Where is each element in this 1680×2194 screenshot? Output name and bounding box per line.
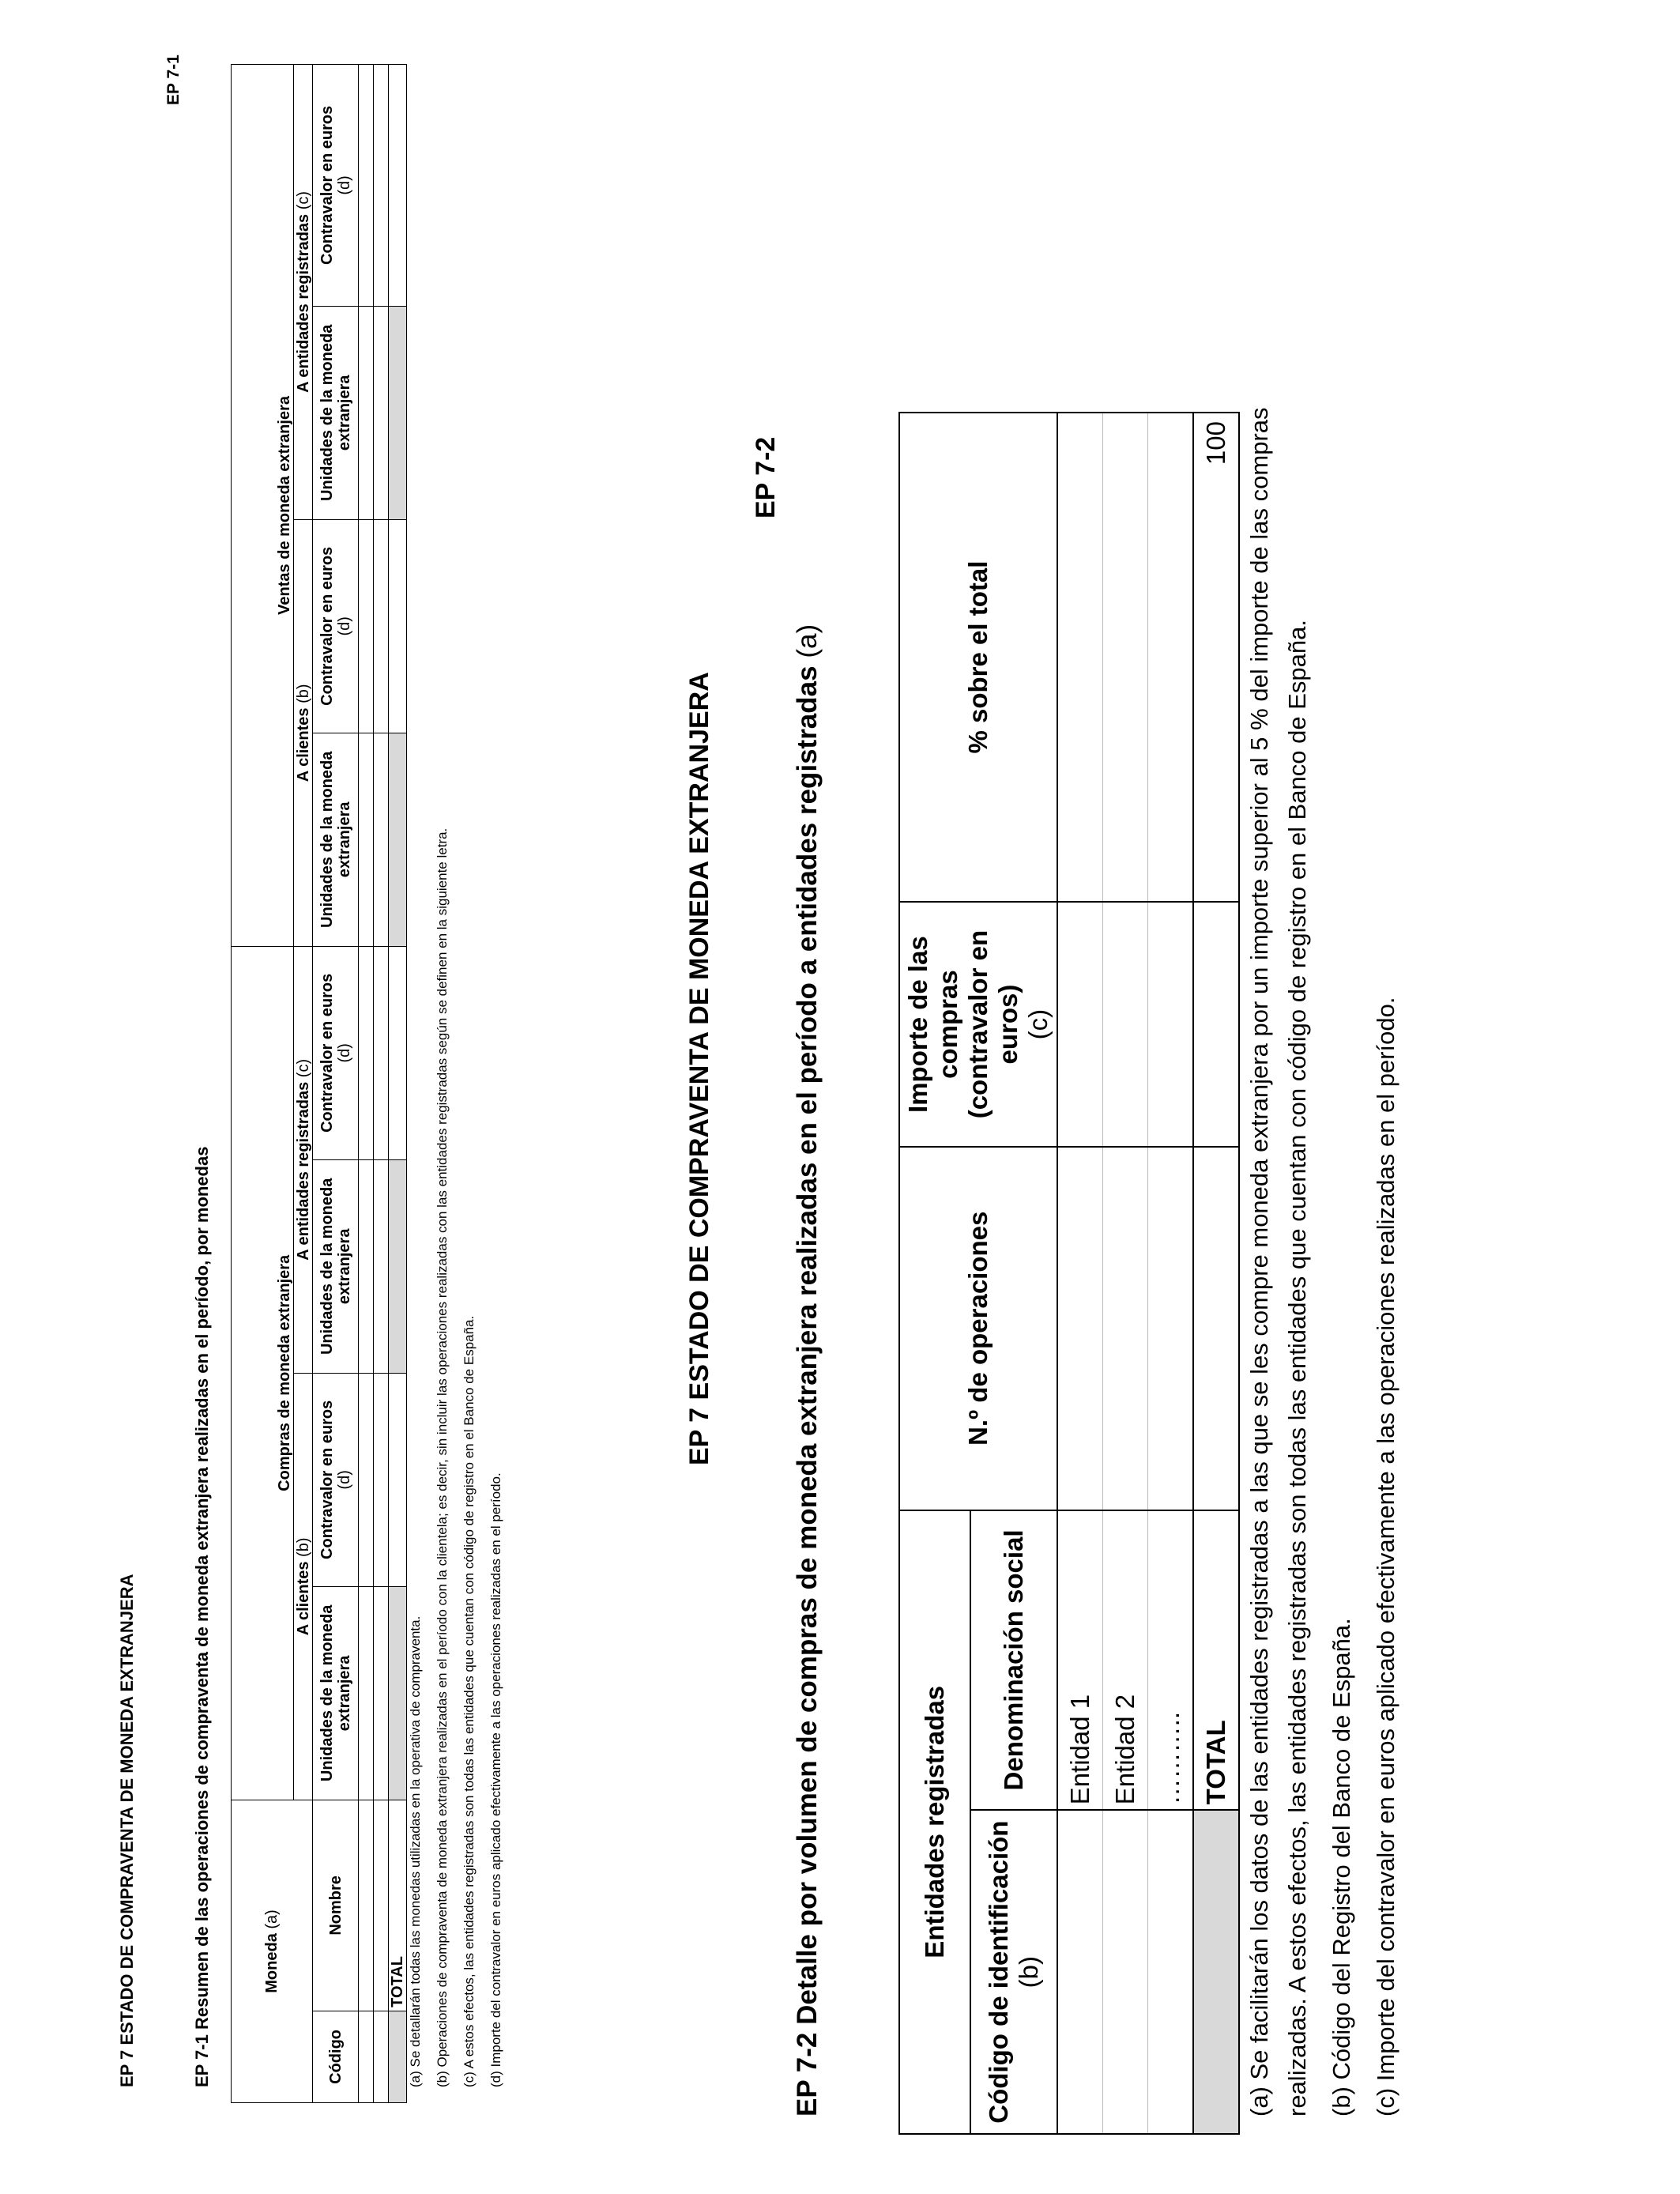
title-text: EP 7-2 Detalle por volumen de compras de moneda extranjera realizadas en el período a entidades registradas	[792, 665, 823, 2117]
table-row	[1057, 413, 1103, 2134]
unidades-header: Unidades de la moneda extranjera	[313, 306, 359, 519]
row-label: ………..	[1148, 1510, 1194, 1811]
n-operaciones-header: N.º de operaciones	[899, 1147, 1057, 1510]
label: Contravalor en euros	[318, 973, 336, 1133]
unidades-header: Unidades de la moneda extranjera	[313, 733, 359, 946]
nombre-header: Nombre	[313, 1800, 359, 2011]
detail-table	[898, 412, 1240, 2135]
cell[interactable]	[374, 1373, 389, 1586]
cell[interactable]	[374, 946, 389, 1159]
ref: (d)	[335, 175, 353, 195]
cell[interactable]	[374, 1586, 389, 1800]
cell[interactable]	[359, 65, 374, 307]
entidades-header: Entidades registradas	[899, 1510, 970, 2134]
cell[interactable]	[359, 1159, 374, 1373]
contravalor-header	[313, 946, 359, 1159]
moneda-header	[232, 1800, 313, 2102]
title-ref: (a)	[792, 624, 823, 658]
cell[interactable]	[1103, 413, 1148, 902]
cell[interactable]	[1057, 1810, 1103, 2134]
ref: (c)	[1023, 1008, 1053, 1040]
ep71-code: EP 7-1	[164, 55, 183, 105]
total-pct: 100	[1193, 413, 1239, 902]
label: A entidades registradas	[294, 1081, 312, 1261]
table-row	[374, 65, 389, 2103]
unidades-header: Unidades de la moneda extranjera	[313, 1159, 359, 1373]
compras-clientes-header	[294, 1373, 313, 1800]
label: A clientes	[294, 707, 312, 782]
cell[interactable]	[374, 2011, 389, 2102]
cell[interactable]	[1103, 902, 1148, 1147]
main-title-small: EP 7 ESTADO DE COMPRAVENTA DE MONEDA EXTRANJERA	[117, 1574, 137, 2087]
ref: (b)	[294, 1537, 312, 1557]
ep72-code: EP 7-2	[751, 436, 781, 518]
cell[interactable]	[374, 65, 389, 307]
total-label: TOTAL	[389, 1800, 407, 2011]
importe-header	[899, 902, 1057, 1147]
moneda-ref: (a)	[263, 1909, 281, 1929]
cell[interactable]	[359, 2011, 374, 2102]
codigo-header: Código	[313, 2011, 359, 2102]
ventas-clientes-header	[294, 519, 313, 946]
ref: (d)	[335, 1043, 353, 1063]
cell[interactable]	[374, 519, 389, 733]
contravalor-header	[313, 519, 359, 733]
moneda-label: Moneda	[263, 1933, 281, 1993]
cell[interactable]	[1193, 902, 1239, 1147]
ref: (d)	[335, 1470, 353, 1490]
cell[interactable]	[359, 1800, 374, 2011]
cell[interactable]	[1057, 413, 1103, 902]
cell[interactable]	[374, 1159, 389, 1373]
cell[interactable]	[359, 946, 374, 1159]
cell[interactable]	[1193, 1147, 1239, 1510]
section2-main-title: EP 7 ESTADO DE COMPRAVENTA DE MONEDA EXTRANJERA	[684, 672, 714, 1465]
cell[interactable]	[1103, 1147, 1148, 1510]
cell[interactable]	[359, 1586, 374, 1800]
summary-table	[231, 64, 407, 2103]
label: Contravalor en euros	[318, 1400, 336, 1559]
contravalor-header	[313, 1373, 359, 1586]
footnote: (c) A estos efectos, las entidades registradas son todas las entidades que cuentan con código de registro en el Banco de España.	[461, 1315, 477, 2087]
label: A clientes	[294, 1561, 312, 1636]
row-label: Entidad 1	[1057, 1510, 1103, 1811]
unidades-header: Unidades de la moneda extranjera	[313, 1586, 359, 1800]
ref: (b)	[294, 684, 312, 703]
cell[interactable]	[359, 733, 374, 946]
footnote: (b) Código del Registro del Banco de España.	[1328, 1618, 1355, 2117]
footnote: (b) Operaciones de compraventa de moneda extranjera realizadas en el período con la clientela; es decir, sin incluir las operaciones realizadas con las entidades registradas según se definen en la siguiente letra.	[435, 827, 450, 2087]
porcentaje-header: % sobre el total	[899, 413, 1057, 902]
table-row	[359, 65, 374, 2103]
footnote: (d) Importe del contravalor en euros aplicado efectivamente a las operaciones realizadas en el período.	[488, 1472, 503, 2087]
label: Contravalor en euros	[318, 105, 336, 265]
footnotes2	[1241, 378, 1405, 2117]
ref: (b)	[1014, 1955, 1043, 1989]
denominacion-header: Denominación social	[970, 1510, 1057, 1811]
cell[interactable]	[374, 306, 389, 519]
table-row	[1103, 413, 1148, 2134]
codigo-id-header	[970, 1810, 1057, 2134]
compras-entidades-header	[294, 946, 313, 1373]
cell[interactable]	[1148, 1810, 1194, 2134]
footnote: (c) Importe del contravalor en euros aplicado efectivamente a las operaciones realizadas en el período.	[1372, 997, 1399, 2117]
label: A entidades registradas	[294, 213, 312, 393]
row-label: Entidad 2	[1103, 1510, 1148, 1811]
compras-header: Compras de moneda extranjera	[232, 946, 294, 1800]
cell[interactable]	[1057, 902, 1103, 1147]
cell[interactable]	[1057, 1147, 1103, 1510]
footnotes1	[402, 111, 510, 2087]
cell[interactable]	[359, 519, 374, 733]
ref: (c)	[294, 190, 312, 210]
cell[interactable]	[374, 1800, 389, 2011]
ref: (c)	[294, 1058, 312, 1078]
ventas-entidades-header	[294, 65, 313, 520]
contravalor-header	[313, 65, 359, 307]
label: Importe de las compras (contravalor en euros)	[903, 929, 1023, 1119]
cell[interactable]	[359, 306, 374, 519]
total-blank	[1193, 1810, 1239, 2134]
cell[interactable]	[1148, 902, 1194, 1147]
table-row-total	[1193, 413, 1239, 2134]
ref: (d)	[335, 616, 353, 636]
section2-title	[792, 624, 823, 2117]
table-row	[1148, 413, 1194, 2134]
table1-title: EP 7-1 Resumen de las operaciones de compraventa de moneda extranjera realizadas en el período, por monedas	[192, 1146, 212, 2087]
cell[interactable]	[1148, 1147, 1194, 1510]
label: Contravalor en euros	[318, 546, 336, 706]
ventas-header: Ventas de moneda extranjera	[232, 65, 294, 947]
cell[interactable]	[1103, 1810, 1148, 2134]
cell[interactable]	[374, 733, 389, 946]
cell[interactable]	[359, 1373, 374, 1586]
cell[interactable]	[1148, 413, 1194, 902]
footnote: (a) Se facilitarán los datos de las entidades registradas a las que se les compre moneda extranjera por un importe superior al 5 % del importe de las compras realizadas. A estos efectos, las entidades registradas son todas las entidades que cuentan con código de registro en el Banco de España.	[1245, 407, 1311, 2117]
footnote: (a) Se detallarán todas las monedas utilizadas en la operativa de compraventa.	[408, 1615, 423, 2087]
total-label: TOTAL	[1193, 1510, 1239, 1811]
label: Código de identificación	[984, 1820, 1013, 2124]
